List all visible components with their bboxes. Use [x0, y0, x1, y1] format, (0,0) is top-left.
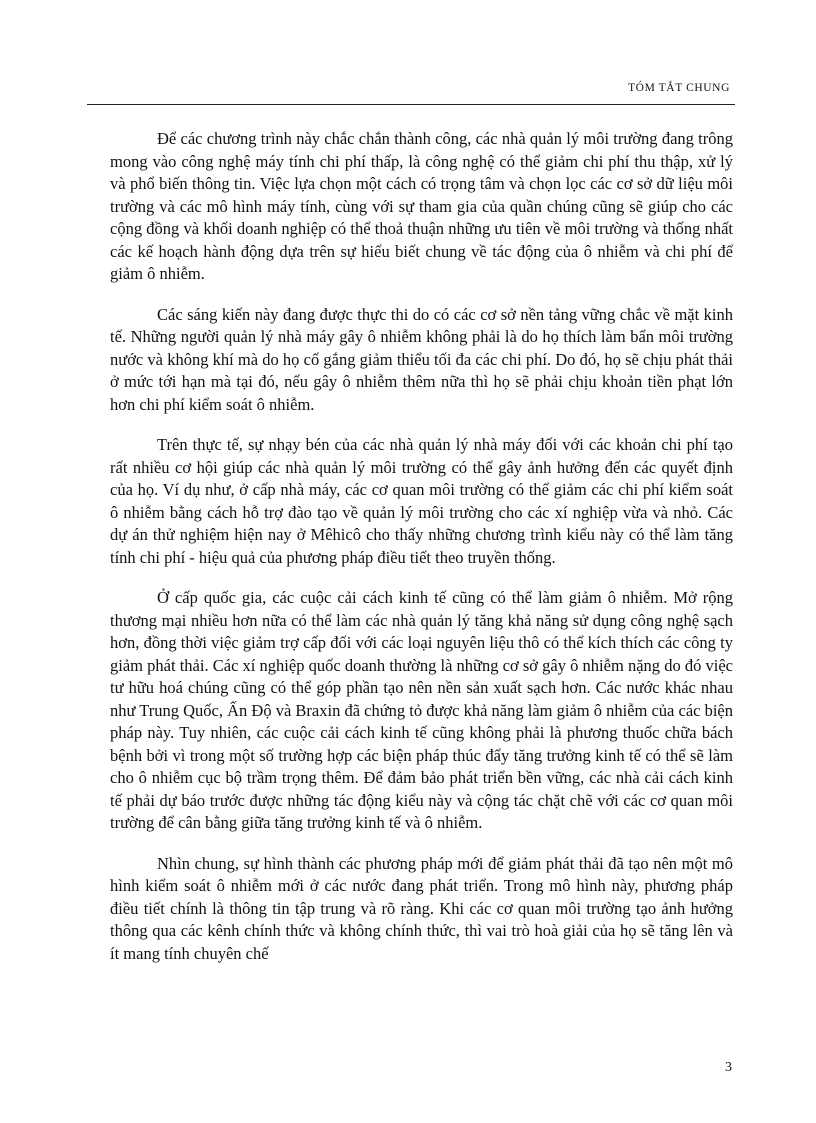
paragraph: Ở cấp quốc gia, các cuộc cải cách kinh tế cũng có thể làm giảm ô nhiễm. Mở rộng thương mại nhiều hơn nữa có thể làm các nhà quản lý tăng khả năng sử dụng công nghệ sạch hơn, đồng thời việc giảm trợ cấp đối với các loại nguyên liệu thô có thể kích thích các công ty giảm phát thải. Các xí nghiệp quốc doanh thường là những cơ sở gây ô nhiễm nặng do đó việc tư hữu hoá chúng cũng có thể góp phần tạo nên nền sản xuất sạch hơn. Các nước khác nhau như Trung Quốc, Ấn Độ và Braxin đã chứng tỏ được khả năng làm giảm ô nhiễm của các biện pháp này. Tuy nhiên, các cuộc cải cách kinh tế cũng không phải là phương thuốc chữa bách bệnh bởi vì trong một số trường hợp các biện pháp thúc đẩy tăng trưởng kinh tế có thể sẽ làm cho ô nhiễm cục bộ trầm trọng thêm. Để đảm bảo phát triển bền vững, các nhà cải cách kinh tế phải dự báo trước được những tác động kiểu này và cộng tác chặt chẽ với các cơ quan môi trường để cân bằng giữa tăng trưởng kinh tế và ô nhiễm. — [110, 588, 734, 832]
running-header-title: TÓM TẮT CHUNG — [628, 82, 730, 94]
paragraph: Trên thực tế, sự nhạy bén của các nhà quản lý nhà máy đối với các khoản chi phí tạo rất nhiều cơ hội giúp các nhà quản lý môi trường có thể gây ảnh hưởng đến các quyết định của họ. Ví dụ như, ở cấp nhà máy, các cơ quan môi trường có thể giảm các chi phí kiểm soát ô nhiễm bằng cách hỗ trợ đào tạo về quản lý môi trường cho các xí nghiệp vừa và nhỏ. Các dự án thử nghiệm hiện nay ở Mêhicô cho thấy những chương trình kiểu này có thể làm tăng tính chi phí - hiệu quả của phương pháp điều tiết theo truyền thống. — [110, 435, 733, 567]
paragraph: Nhìn chung, sự hình thành các phương pháp mới để giảm phát thải đã tạo nên một mô hình kiểm soát ô nhiễm mới ở các nước đang phát triển. Trong mô hình này, phương pháp điều tiết chính là thông tin tập trung và rõ ràng. Khi các cơ quan môi trường tạo ảnh hưởng thông qua các kênh chính thức và không chính thức, thì vai trò hoà giải của họ sẽ tăng lên và ít mang tính chuyên chế — [110, 853, 733, 963]
header-rule — [87, 104, 735, 105]
page-number: 3 — [725, 1060, 732, 1075]
paragraph: Các sáng kiến này đang được thực thi do có các cơ sở nền tảng vững chắc về mặt kinh tế. Những người quản lý nhà máy gây ô nhiễm không phải là do họ thích làm bẩn môi trường nước và không khí mà do họ cố gắng giảm thiểu tối đa các chi phí. Do đó, họ sẽ chịu phát thải ở mức tới hạn mà tại đó, nếu gây ô nhiễm thêm nữa thì họ sẽ phải chịu khoản tiền phạt lớn hơn chi phí kiểm soát ô nhiễm. — [110, 304, 733, 414]
paragraph: Để các chương trình này chắc chắn thành công, các nhà quản lý môi trường đang trông mong vào công nghệ máy tính chi phí thấp, là công nghệ có thể giảm chi phí thu thập, xử lý và phổ biến thông tin. Việc lựa chọn một cách có trọng tâm và chọn lọc các cơ sở dữ liệu môi trường và các mô hình máy tính, cùng với sự tham gia của quần chúng cũng sẽ giúp cho các cộng đồng và khối doanh nghiệp có thể thoả thuận những ưu tiên về môi trường và thống nhất các kế hoạch hành động dựa trên sự hiểu biết chung về tác động của ô nhiễm và chi phí để giảm ô nhiễm. — [110, 129, 733, 283]
body-text — [110, 128, 733, 965]
